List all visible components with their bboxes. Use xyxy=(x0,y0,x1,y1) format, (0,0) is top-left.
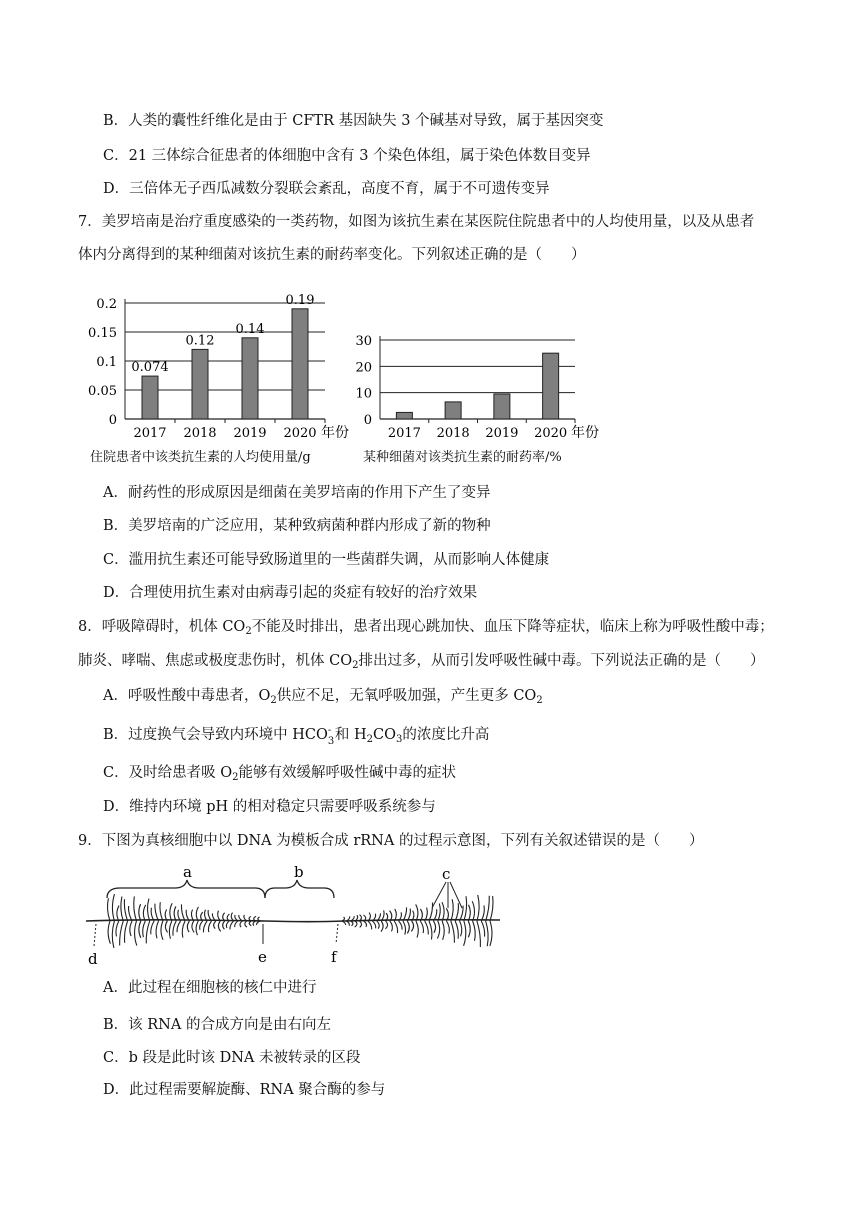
rrna-strand xyxy=(169,921,171,939)
rrna-strand xyxy=(429,921,432,940)
pointer-c3 xyxy=(450,882,462,908)
label-b: b xyxy=(294,863,304,881)
rrna-strand xyxy=(146,921,149,943)
y-tick-label: 10 xyxy=(355,386,372,402)
q8-stem-line1: 8．呼吸障碍时，机体 $CO_2$不能及时排出，患者出现心跳加快、血压下降等症状，临床上称为呼吸性酸中毒； xyxy=(78,619,774,637)
rrna-strand xyxy=(451,899,453,921)
rrna-strand xyxy=(425,921,429,934)
rrna-strand xyxy=(191,910,193,921)
bar-2020 xyxy=(292,309,308,419)
rrna-strand xyxy=(429,902,432,921)
rrna-strand xyxy=(486,896,490,921)
rrna-strand xyxy=(390,921,393,931)
rrna-strand xyxy=(226,921,229,928)
bar-2017 xyxy=(142,376,158,419)
rrna-strand xyxy=(240,921,242,927)
rrna-strand xyxy=(165,921,167,932)
q6-option-b: B．人类的囊性纤维化是由于 CFTR 基因缺失 3 个碱基对导致，属于基因突变 xyxy=(103,113,604,129)
rrna-strand xyxy=(218,911,221,921)
rrna-strand xyxy=(377,921,379,929)
rrna-strand xyxy=(173,921,176,936)
q7-option-b: B．美罗培南的广泛应用，某种致病菌种群内形成了新的物种 xyxy=(103,518,491,534)
rrna-strand xyxy=(200,921,203,930)
rrna-strand xyxy=(481,905,484,921)
q6-option-c: C．21 三体综合征患者的体细胞中含有 3 个染色体组，属于染色体数目变异 xyxy=(103,148,591,164)
brace-a xyxy=(107,880,265,898)
rrna-strand xyxy=(174,906,176,921)
q6-option-d: D．三倍体无子西瓜减数分裂联会紊乱，高度不育，属于不可遗传变异 xyxy=(103,181,550,197)
rrna-strand xyxy=(235,921,238,927)
rrna-strand xyxy=(455,903,458,921)
rrna-strand xyxy=(196,921,198,935)
q8-option-b: B．过度换气会导致内环境中 HCO - 3 和 $H_2CO_3$的浓度比升高 xyxy=(103,725,490,747)
rrna-strand xyxy=(155,904,159,921)
rrna-strand xyxy=(351,921,353,926)
rrna-strand xyxy=(464,921,466,946)
y-tick-label: 0.2 xyxy=(96,297,117,312)
rrna-strand xyxy=(125,921,128,943)
rrna-strand xyxy=(359,915,361,921)
data-label: 0.074 xyxy=(131,360,169,376)
rrna-strand xyxy=(130,921,132,936)
rrna-strand xyxy=(108,921,110,944)
rrna-strand xyxy=(442,902,444,921)
q8-stem-line2: 肺炎、哮喘、焦虑或极度悲伤时，机体 $CO_2$排出过多，从而引发呼吸性碱中毒。下列说法正确的是（ ） xyxy=(78,653,765,671)
y-tick-label: 0 xyxy=(363,413,372,428)
x-tick-label: 2019 xyxy=(233,426,267,441)
rrna-strand xyxy=(258,917,260,921)
rrna-strand xyxy=(108,898,111,921)
transcription-unit-right xyxy=(342,895,493,947)
rrna-strand xyxy=(230,921,234,929)
label-a: a xyxy=(183,863,192,881)
y-tick-label: 20 xyxy=(355,360,372,376)
pointer-d xyxy=(94,924,96,946)
rrna-strand xyxy=(182,921,185,938)
rrna-strand xyxy=(355,921,357,927)
q7-option-a: A．耐药性的形成原因是细菌在美罗培南的作用下产生了变异 xyxy=(103,485,491,501)
bar-2019 xyxy=(494,394,510,419)
rrna-strand xyxy=(151,908,154,921)
rrna-strand xyxy=(208,921,211,932)
data-label: 0.12 xyxy=(185,333,215,349)
bar-2020 xyxy=(543,353,559,419)
rrna-strand xyxy=(170,903,172,921)
rrna-strand xyxy=(481,921,484,937)
rrna-strand xyxy=(446,921,449,934)
rrna-strand xyxy=(117,906,119,921)
rrna-strand xyxy=(112,921,114,948)
x-tick-label: 2018 xyxy=(436,426,470,441)
rrna-strand xyxy=(177,921,181,932)
transcription-unit-left xyxy=(108,894,261,948)
rrna-strand xyxy=(486,921,488,946)
x-axis-unit: 年份 xyxy=(321,425,349,441)
rrna-strand xyxy=(385,921,387,929)
q9-option-a: A．此过程在细胞核的核仁中进行 xyxy=(103,980,317,996)
x-tick-label: 2017 xyxy=(133,426,167,441)
rrna-strand xyxy=(203,921,207,932)
rrna-strand xyxy=(433,921,435,933)
rrna-strand xyxy=(143,905,145,921)
rrna-strand xyxy=(205,910,208,921)
rrna-strand xyxy=(346,921,349,926)
rrna-strand xyxy=(124,899,127,921)
rrna-strand xyxy=(120,921,124,946)
q9-stem: 9．下图为真核细胞中以 DNA 为模板合成 rRNA 的过程示意图，下列有关叙述错误的是（ ） xyxy=(78,833,704,849)
pointer-f xyxy=(336,924,338,944)
rrna-strand xyxy=(460,921,462,936)
rrna-strand xyxy=(112,894,114,921)
x-tick-label: 2017 xyxy=(387,426,421,441)
bar-2017 xyxy=(396,412,412,419)
rrna-strand xyxy=(187,921,189,932)
y-tick-label: 0.15 xyxy=(88,326,117,341)
rrna-strand xyxy=(121,896,123,921)
rrna-strand xyxy=(473,921,476,941)
x-tick-label: 2018 xyxy=(183,426,217,441)
x-tick-label: 2020 xyxy=(534,426,568,441)
label-f: f xyxy=(331,948,337,966)
rrna-strand xyxy=(160,902,163,921)
q8-option-c: C．及时给患者吸 $O_2$能够有效缓解呼吸性碱中毒的症状 xyxy=(103,765,456,783)
bar-2018 xyxy=(445,402,461,419)
rrna-strand xyxy=(223,921,225,929)
usage-chart-caption: 住院患者中该类抗生素的人均使用量/g xyxy=(90,450,311,465)
y-tick-label: 0 xyxy=(108,413,117,428)
rrna-strand xyxy=(468,905,470,921)
rrna-strand xyxy=(196,907,198,921)
q7-stem-line2: 体内分离得到的某种细菌对该抗生素的耐药率变化。下列叙述正确的是（ ） xyxy=(78,247,586,263)
label-d: d xyxy=(88,950,98,968)
rrna-strand xyxy=(468,921,470,937)
x-axis-unit: 年份 xyxy=(571,425,599,441)
y-tick-label: 30 xyxy=(355,334,372,349)
rrna-strand xyxy=(135,921,137,946)
rrna-strand xyxy=(134,896,137,921)
bar-2019 xyxy=(242,338,258,419)
rrna-strand xyxy=(394,921,397,933)
bar-2018 xyxy=(192,349,208,419)
rrna-strand xyxy=(477,895,479,921)
rrna-strand xyxy=(151,921,154,934)
q8-option-a: A．呼吸性酸中毒患者，$O_2$供应不足，无氧呼吸加强，产生更多 $CO_2$ xyxy=(103,688,543,706)
rrna-strand xyxy=(253,921,256,926)
data-label: 0.19 xyxy=(285,292,315,308)
x-tick-label: 2020 xyxy=(283,426,317,441)
q7-option-c: C．滥用抗生素还可能导致肠道里的一些菌群失调，从而影响人体健康 xyxy=(103,552,550,568)
rrna-strand xyxy=(192,921,194,932)
rrna-strand xyxy=(455,921,458,939)
rrna-strand xyxy=(161,921,163,940)
rrna-strand xyxy=(407,921,409,933)
q9-option-b: B．该 RNA 的合成方向是由右向左 xyxy=(103,1017,331,1033)
rrna-strand xyxy=(364,921,367,927)
rrna-strand xyxy=(464,896,467,921)
rrna-transcription-diagram xyxy=(80,858,510,970)
rrna-strand xyxy=(156,921,158,938)
y-tick-label: 0.05 xyxy=(88,384,117,399)
rrna-strand xyxy=(403,921,406,935)
label-e: e xyxy=(258,948,267,966)
rrna-strand xyxy=(399,921,402,930)
rrna-strand xyxy=(451,921,455,943)
rrna-strand xyxy=(139,921,141,938)
rrna-strand xyxy=(249,916,251,921)
data-label: 0.14 xyxy=(235,321,265,337)
rrna-strand xyxy=(416,921,418,938)
rrna-strand xyxy=(218,921,220,931)
rrna-strand xyxy=(477,921,481,947)
rrna-strand xyxy=(139,904,141,921)
rrna-strand xyxy=(416,904,418,921)
rrna-strand xyxy=(437,921,439,939)
rrna-strand xyxy=(472,901,474,921)
rrna-strand xyxy=(116,921,119,936)
x-tick-label: 2019 xyxy=(485,426,519,441)
rrna-strand xyxy=(442,921,444,940)
rrna-strand xyxy=(381,921,383,932)
q9-option-c: C．b 段是此时该 DNA 未被转录的区段 xyxy=(103,1050,361,1066)
rrna-strand xyxy=(359,921,361,927)
rrna-strand xyxy=(372,921,375,928)
rrna-strand xyxy=(181,904,185,921)
rrna-strand xyxy=(368,921,372,929)
brace-b xyxy=(265,880,334,898)
rrna-strand xyxy=(460,906,464,921)
rrna-strand xyxy=(128,906,132,921)
q7-option-d: D．合理使用抗生素对由病毒引起的炎症有较好的治疗效果 xyxy=(103,585,478,601)
rrna-strand xyxy=(490,921,492,946)
y-tick-label: 0.1 xyxy=(96,355,117,370)
rrna-strand xyxy=(249,921,251,926)
rrna-strand xyxy=(147,899,149,921)
rrna-strand xyxy=(143,921,146,937)
rrna-strand xyxy=(438,903,440,921)
rrna-strand xyxy=(490,896,493,921)
resistance-chart-caption: 某种细菌对该类抗生素的耐药率/% xyxy=(363,450,562,465)
resistance-bar-chart xyxy=(345,325,625,443)
rrna-strand xyxy=(214,921,216,929)
q7-stem-line1: 7．美罗培南是治疗重度感染的一类药物，如图为该抗生素在某医院住院患者中的人均使用量，以及从患者 xyxy=(78,214,755,230)
rrna-strand xyxy=(420,921,423,933)
q8-option-d: D．维持内环境 pH 的相对稳定只需要呼吸系统参与 xyxy=(103,799,436,815)
rrna-strand xyxy=(411,921,413,931)
q9-option-d: D．此过程需要解旋酶、RNA 聚合酶的参与 xyxy=(103,1082,386,1098)
rrna-strand xyxy=(245,921,247,927)
label-c: c xyxy=(442,865,451,883)
rrna-strand xyxy=(208,910,211,921)
rrna-strand xyxy=(403,907,407,921)
usage-bar-chart xyxy=(85,283,349,443)
